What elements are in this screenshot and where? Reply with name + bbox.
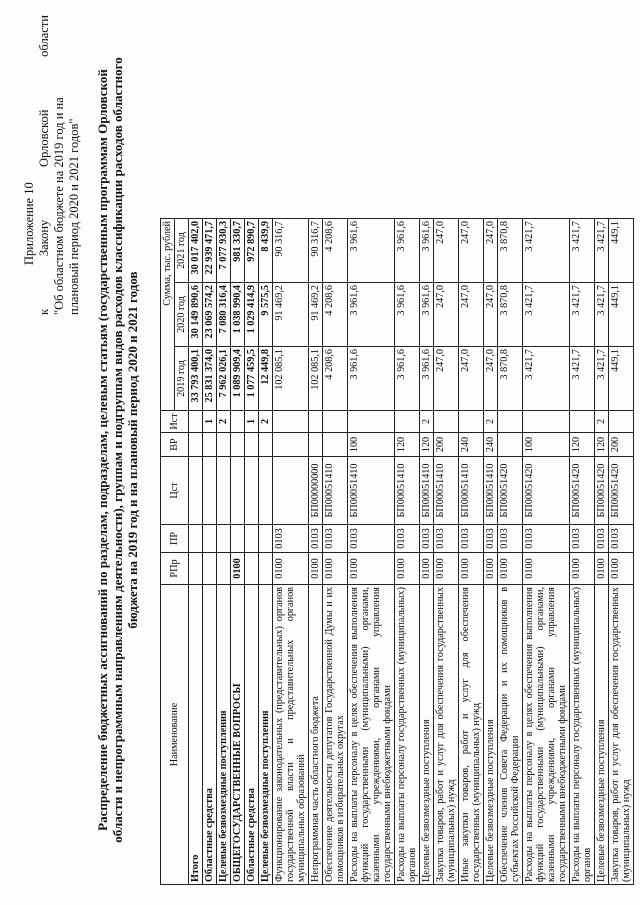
cell-name: Целевые безвозмездные поступления xyxy=(420,585,434,885)
cell-cst: БП00051420 xyxy=(498,457,523,525)
cell-2020: 3 961,6 xyxy=(420,283,434,347)
cell-name: Расходы на выплаты персоналу государственных (муниципальных) органов xyxy=(395,585,420,885)
cell-pr: 0103 xyxy=(348,525,395,553)
cell-vr: 120 xyxy=(570,433,595,457)
cell-vr xyxy=(231,433,245,457)
cell-name: Областные средства xyxy=(245,585,259,885)
cell-name: Целевые безвозмездные поступления xyxy=(595,585,609,885)
cell-cst xyxy=(189,457,203,525)
cell-2019: 3 961,6 xyxy=(348,347,395,411)
cell-ist xyxy=(459,411,484,433)
cell-vr xyxy=(203,433,217,457)
cell-vr: 120 xyxy=(420,433,434,457)
cell-name: Функционирование законодательных (представительных) органов государственной власти и представительных органов муниципальных образований xyxy=(273,585,309,885)
cell-rpr: 0100 xyxy=(609,553,634,585)
cell-cst xyxy=(245,457,259,525)
cell-2021: 3 961,6 xyxy=(420,219,434,283)
appendix-k: к xyxy=(37,308,51,315)
cell-vr xyxy=(309,433,323,457)
cell-2020: 3 870,8 xyxy=(498,283,523,347)
cell-2021: 3 421,7 xyxy=(523,219,570,283)
cell-2019: 7 962 026,1 xyxy=(217,347,231,411)
cell-2020: 9 575,5 xyxy=(259,283,273,347)
cell-name: Итого xyxy=(189,585,203,885)
cell-name: Обеспечение членов Совета Федерации и их помощников в субъектах Российской Федерации xyxy=(498,585,523,885)
cell-2019: 3 421,7 xyxy=(523,347,570,411)
cell-ist: 2 xyxy=(595,411,609,433)
cell-2020: 4 208,6 xyxy=(323,283,348,347)
cell-2019: 4 208,6 xyxy=(323,347,348,411)
cell-cst: БП00051410 xyxy=(395,457,420,525)
cell-pr: 0103 xyxy=(323,525,348,553)
cell-rpr: 0100 xyxy=(309,553,323,585)
header-ist: Ист xyxy=(161,411,189,433)
cell-rpr xyxy=(259,553,273,585)
cell-2019: 449,1 xyxy=(609,347,634,411)
cell-2021: 981 330,7 xyxy=(231,219,245,283)
cell-vr: 240 xyxy=(484,433,498,457)
cell-pr xyxy=(231,525,245,553)
cell-2021: 972 890,7 xyxy=(245,219,259,283)
cell-pr: 0103 xyxy=(523,525,570,553)
table-row xyxy=(523,219,570,885)
cell-vr xyxy=(245,433,259,457)
cell-rpr: 0100 xyxy=(395,553,420,585)
cell-pr xyxy=(189,525,203,553)
cell-ist xyxy=(323,411,348,433)
cell-2019: 33 793 400,1 xyxy=(189,347,203,411)
cell-vr xyxy=(273,433,309,457)
table-row xyxy=(595,219,609,885)
table-row xyxy=(309,219,323,885)
cell-2020: 247,0 xyxy=(434,283,459,347)
cell-2020: 30 149 890,6 xyxy=(189,283,203,347)
cell-2019: 25 831 374,0 xyxy=(203,347,217,411)
table-row xyxy=(420,219,434,885)
header-cst: Цст xyxy=(161,457,189,525)
appendix-line-2 xyxy=(37,15,52,315)
cell-2020: 1 029 414,9 xyxy=(245,283,259,347)
appendix-region: Орловской xyxy=(37,109,51,167)
cell-2019: 12 449,8 xyxy=(259,347,273,411)
cell-2021: 22 939 471,7 xyxy=(203,219,217,283)
cell-rpr: 0100 xyxy=(459,553,484,585)
cell-cst xyxy=(273,457,309,525)
appendix-oblast: области xyxy=(37,15,51,57)
cell-cst: БП00051410 xyxy=(348,457,395,525)
table-row xyxy=(189,219,203,885)
appendix-line-3: "Об областном бюджете на 2019 год и на xyxy=(52,97,66,315)
table-row xyxy=(231,219,245,885)
cell-2020: 3 421,7 xyxy=(523,283,570,347)
cell-2021: 3 961,6 xyxy=(348,219,395,283)
cell-2021: 4 208,6 xyxy=(323,219,348,283)
cell-vr: 200 xyxy=(434,433,459,457)
cell-ist xyxy=(570,411,595,433)
cell-ist xyxy=(434,411,459,433)
cell-ist xyxy=(609,411,634,433)
cell-2019: 247,0 xyxy=(484,347,498,411)
cell-ist: 2 xyxy=(259,411,273,433)
cell-cst: БП00051420 xyxy=(523,457,570,525)
cell-ist: 2 xyxy=(217,411,231,433)
header-2020: 2020 год xyxy=(175,283,189,347)
cell-name: Закупка товаров, работ и услуг для обеспечения государственных (муниципальных) нужд xyxy=(434,585,459,885)
cell-vr xyxy=(323,433,348,457)
cell-name: Обеспечение деятельности депутатов Государственной Думы и их помощников в избирательных округах xyxy=(323,585,348,885)
cell-pr: 0103 xyxy=(273,525,309,553)
cell-2020: 3 421,7 xyxy=(570,283,595,347)
cell-pr xyxy=(259,525,273,553)
cell-2019: 1 089 909,4 xyxy=(231,347,245,411)
cell-ist xyxy=(523,411,570,433)
cell-2019: 3 961,6 xyxy=(395,347,420,411)
cell-vr xyxy=(217,433,231,457)
cell-2019: 247,0 xyxy=(434,347,459,411)
cell-pr: 0103 xyxy=(570,525,595,553)
table-row xyxy=(259,219,273,885)
cell-2021: 449,1 xyxy=(609,219,634,283)
cell-cst: БП00051420 xyxy=(570,457,595,525)
cell-vr: 100 xyxy=(523,433,570,457)
cell-rpr xyxy=(203,553,217,585)
header-2019: 2019 год xyxy=(175,347,189,411)
header-name: Наименование xyxy=(161,585,189,885)
cell-pr: 0103 xyxy=(434,525,459,553)
cell-cst: БП00051410 xyxy=(484,457,498,525)
cell-2021: 90 316,7 xyxy=(309,219,323,283)
cell-name: Областные средства xyxy=(203,585,217,885)
cell-2020: 449,1 xyxy=(609,283,634,347)
cell-ist xyxy=(273,411,309,433)
table-row xyxy=(217,219,231,885)
cell-pr: 0103 xyxy=(609,525,634,553)
cell-name: Закупка товаров, работ и услуг для обеспечения государственных (муниципальных) нужд xyxy=(609,585,634,885)
cell-cst xyxy=(217,457,231,525)
cell-2021: 3 421,7 xyxy=(570,219,595,283)
cell-name: Расходы на выплаты персоналу в целях обеспечения выполнения функций государственными (муниципальными) органами, казенными учреждениями, органами управления государственными внебюджетными фондами xyxy=(523,585,570,885)
cell-vr: 120 xyxy=(395,433,420,457)
cell-pr: 0103 xyxy=(498,525,523,553)
cell-2021: 30 017 402,0 xyxy=(189,219,203,283)
table-row xyxy=(609,219,634,885)
table-row xyxy=(245,219,259,885)
cell-rpr: 0100 xyxy=(570,553,595,585)
cell-ist: 1 xyxy=(245,411,259,433)
cell-cst: БП00051420 xyxy=(609,457,634,525)
cell-pr: 0103 xyxy=(395,525,420,553)
cell-vr: 100 xyxy=(348,433,395,457)
header-pr: ПР xyxy=(161,525,189,553)
cell-pr: 0103 xyxy=(420,525,434,553)
cell-pr xyxy=(217,525,231,553)
cell-vr xyxy=(189,433,203,457)
table-row xyxy=(570,219,595,885)
table-row xyxy=(434,219,459,885)
cell-name: Непрограммная часть областного бюджета xyxy=(309,585,323,885)
appendix-block xyxy=(22,15,82,315)
cell-rpr: 0100 xyxy=(420,553,434,585)
cell-pr: 0103 xyxy=(309,525,323,553)
cell-2019: 3 421,7 xyxy=(595,347,609,411)
cell-cst xyxy=(259,457,273,525)
cell-2021: 3 961,6 xyxy=(395,219,420,283)
appendix-line-4: плановый период 2020 и 2021 годов" xyxy=(67,118,81,315)
table-row xyxy=(323,219,348,885)
cell-2019: 3 870,8 xyxy=(498,347,523,411)
cell-2020: 23 069 574,2 xyxy=(203,283,217,347)
cell-cst: БП00051410 xyxy=(459,457,484,525)
cell-2020: 3 961,6 xyxy=(395,283,420,347)
cell-vr xyxy=(498,433,523,457)
cell-2020: 91 469,2 xyxy=(309,283,323,347)
cell-2019: 3 961,6 xyxy=(420,347,434,411)
cell-2020: 91 469,2 xyxy=(273,283,309,347)
document-title: Распределение бюджетных ассигнований по разделам, подразделам, целевым статьям (государственным программам Орловской области и непрограммным направлениям деятельности), группам и подгруппам видов расходов классификации расходов областного бюджета на 2019 год и на плановый период 2020 и 2021 годов xyxy=(95,57,140,843)
cell-2019: 247,0 xyxy=(459,347,484,411)
cell-cst: БП00051410 xyxy=(323,457,348,525)
cell-pr: 0103 xyxy=(484,525,498,553)
cell-rpr: 0100 xyxy=(484,553,498,585)
cell-2020: 1 038 990,4 xyxy=(231,283,245,347)
header-vr: ВР xyxy=(161,433,189,457)
cell-vr: 200 xyxy=(609,433,634,457)
cell-rpr xyxy=(189,553,203,585)
table-row xyxy=(484,219,498,885)
cell-ist xyxy=(189,411,203,433)
table-row xyxy=(273,219,309,885)
cell-2021: 3 421,7 xyxy=(595,219,609,283)
cell-2020: 247,0 xyxy=(459,283,484,347)
cell-rpr: 0100 xyxy=(348,553,395,585)
budget-table xyxy=(160,218,634,885)
cell-rpr: 0100 xyxy=(595,553,609,585)
cell-2019: 1 077 459,5 xyxy=(245,347,259,411)
cell-cst: БП00051410 xyxy=(420,457,434,525)
cell-vr: 120 xyxy=(595,433,609,457)
cell-pr xyxy=(245,525,259,553)
cell-ist xyxy=(395,411,420,433)
cell-2021: 7 077 930,3 xyxy=(217,219,231,283)
cell-ist xyxy=(498,411,523,433)
header-sum: Сумма, тыс. рублей xyxy=(161,219,175,411)
cell-2019: 102 085,1 xyxy=(309,347,323,411)
cell-pr: 0103 xyxy=(595,525,609,553)
cell-pr: 0103 xyxy=(459,525,484,553)
header-2021: 2021 год xyxy=(175,219,189,283)
cell-2021: 247,0 xyxy=(434,219,459,283)
table-row xyxy=(203,219,217,885)
cell-cst: БП00051410 xyxy=(434,457,459,525)
cell-name: Целевые безвозмездные поступления xyxy=(484,585,498,885)
cell-2019: 3 421,7 xyxy=(570,347,595,411)
cell-2020: 247,0 xyxy=(484,283,498,347)
cell-pr xyxy=(203,525,217,553)
cell-ist: 2 xyxy=(420,411,434,433)
cell-rpr: 0100 xyxy=(231,553,245,585)
cell-rpr: 0100 xyxy=(323,553,348,585)
cell-ist xyxy=(348,411,395,433)
table-row xyxy=(395,219,420,885)
cell-cst: БП00000000 xyxy=(309,457,323,525)
table-row xyxy=(348,219,395,885)
cell-rpr: 0100 xyxy=(434,553,459,585)
table-body xyxy=(189,219,634,885)
cell-name: Расходы на выплаты персоналу государственных (муниципальных) органов xyxy=(570,585,595,885)
cell-rpr xyxy=(245,553,259,585)
appendix-law: Закону xyxy=(37,219,51,257)
cell-cst: БП00051420 xyxy=(595,457,609,525)
cell-2021: 247,0 xyxy=(459,219,484,283)
cell-name: ОБЩЕГОСУДАРСТВЕННЫЕ ВОПРОСЫ xyxy=(231,585,245,885)
cell-ist xyxy=(231,411,245,433)
cell-ist: 1 xyxy=(203,411,217,433)
cell-2020: 3 421,7 xyxy=(595,283,609,347)
cell-name: Расходы на выплаты персоналу в целях обеспечения выполнения функций государственными (муниципальными) органами, казенными учреждениями, органами управления государственными внебюджетными фондами xyxy=(348,585,395,885)
cell-cst xyxy=(203,457,217,525)
cell-cst xyxy=(231,457,245,525)
cell-ist: 2 xyxy=(484,411,498,433)
cell-rpr: 0100 xyxy=(523,553,570,585)
table-row xyxy=(459,219,484,885)
cell-rpr: 0100 xyxy=(273,553,309,585)
cell-vr: 240 xyxy=(459,433,484,457)
cell-2019: 102 085,1 xyxy=(273,347,309,411)
cell-2021: 8 439,9 xyxy=(259,219,273,283)
cell-2021: 90 316,7 xyxy=(273,219,309,283)
cell-name: Целевые безвозмездные поступления xyxy=(259,585,273,885)
appendix-line-1: Приложение 10 xyxy=(22,182,36,265)
header-rpr: РПр xyxy=(161,553,189,585)
cell-rpr: 0100 xyxy=(498,553,523,585)
cell-name: Целевые безвозмездные поступления xyxy=(217,585,231,885)
cell-2021: 3 870,8 xyxy=(498,219,523,283)
cell-rpr xyxy=(217,553,231,585)
cell-vr xyxy=(259,433,273,457)
cell-ist xyxy=(309,411,323,433)
table-row xyxy=(498,219,523,885)
cell-2020: 3 961,6 xyxy=(348,283,395,347)
cell-name: Иные закупки товаров, работ и услуг для обеспечения государственных (муниципальных) нужд xyxy=(459,585,484,885)
cell-2020: 7 080 316,4 xyxy=(217,283,231,347)
cell-2021: 247,0 xyxy=(484,219,498,283)
